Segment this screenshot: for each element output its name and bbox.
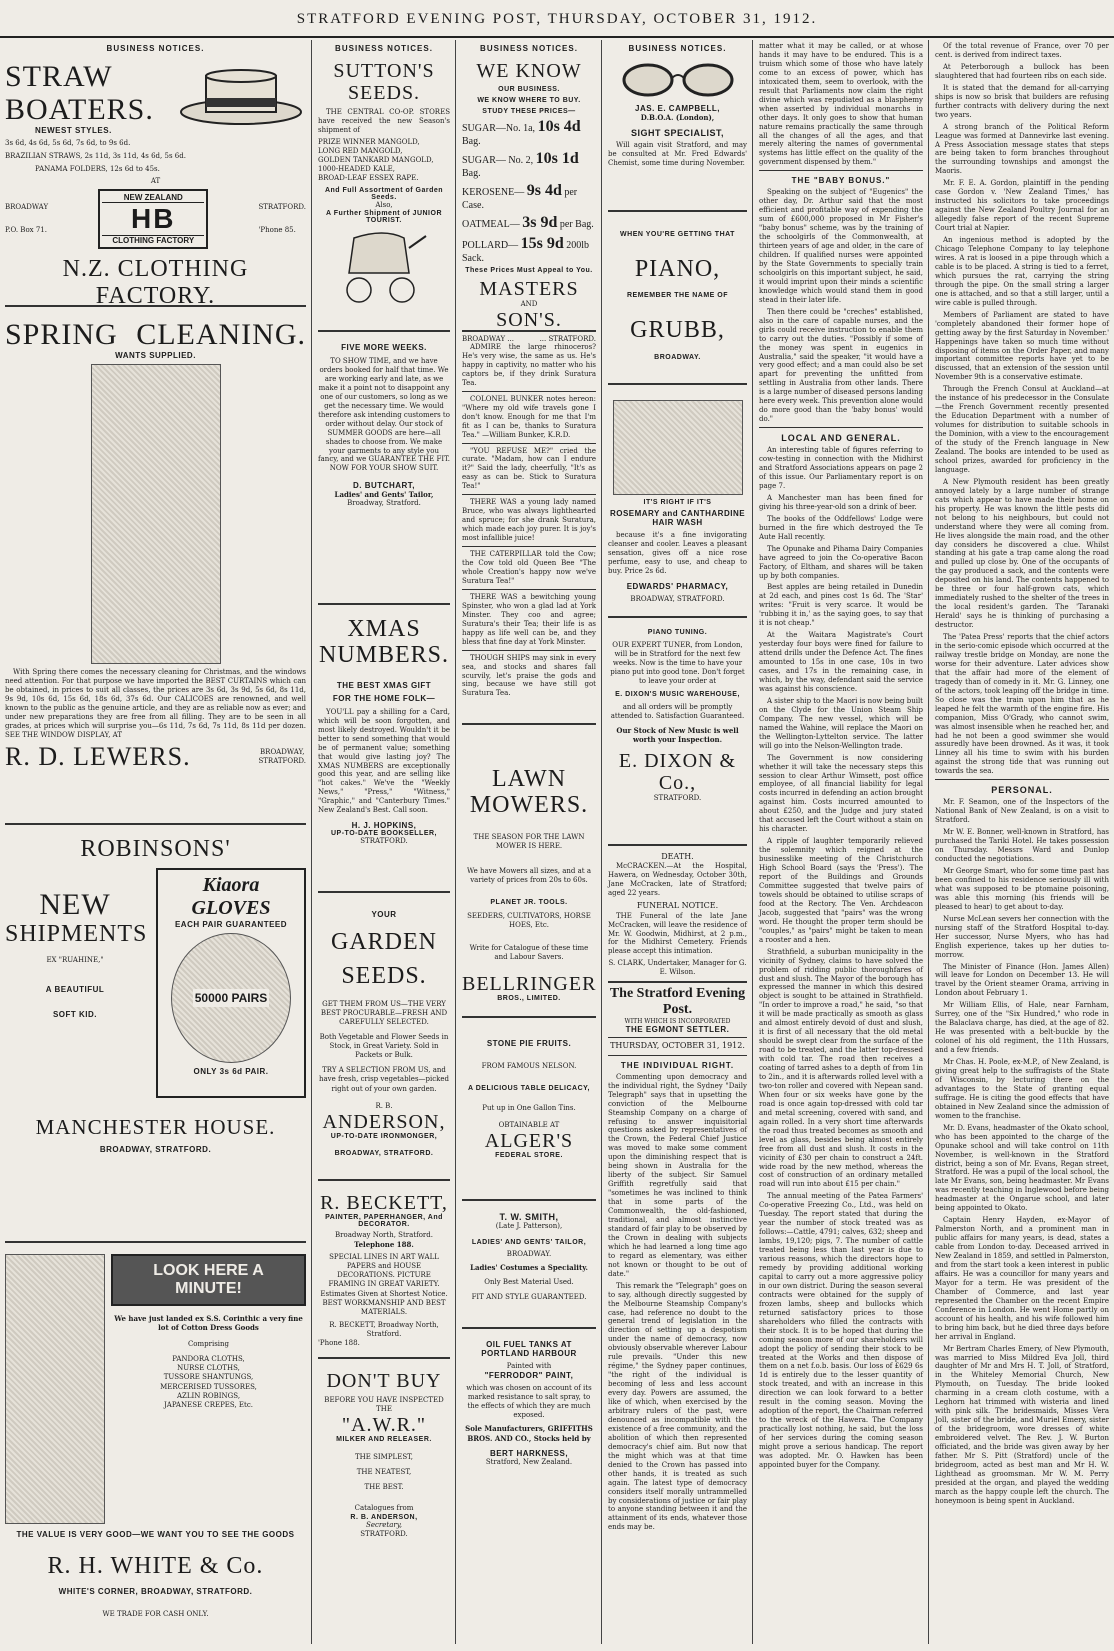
beckett-phone: 'Phone 188. xyxy=(318,1339,360,1348)
straw-name: N.Z. CLOTHING FACTORY. xyxy=(62,256,249,309)
ferrodor-body: which was chosen on account of its marked resistance to salt spray, to the effects of which they are much exposed. xyxy=(466,1384,592,1420)
masters-addr-l: BROADWAY ... xyxy=(462,335,514,344)
butchart-body: TO SHOW TIME, and we have orders booked for half that time. We are working early and late, as we make it a point not to disappoint any one of our customers, so long as we get the necessary time. We would therefore ask intending customers to order without delay. Our stock of SUMMER GOODS are here—all shades to choose from. We make your garments to any style you fancy, and we GUARANTEE THE FIT. NOW FOR YOUR SHOW SUIT. xyxy=(318,357,450,473)
glove-only: ONLY 3s 6d PAIR. xyxy=(193,1067,269,1077)
ad-masters-and-sons xyxy=(462,57,596,344)
robinsons-addr: BROADWAY, STRATFORD. xyxy=(99,1145,212,1155)
beckett-sig: R. BECKETT, Broadway North, Stratford. xyxy=(329,1320,439,1338)
death-body: McCRACKEN.—At the Hospital, Hawera, on Wednesday, October 30th, Jane McCracken, late of Stratford; aged 22 years. xyxy=(608,862,747,898)
glove-each: EACH PAIR GUARANTEED xyxy=(174,920,288,930)
masters-name-1: MASTERS xyxy=(479,278,579,300)
awr-title: DON'T BUY xyxy=(326,1370,442,1392)
grubb-remember: REMEMBER THE NAME OF xyxy=(627,292,728,300)
smith-fit: FIT AND STYLE GUARANTEED. xyxy=(471,1293,587,1302)
smith-trade: LADIES' AND GENTS' TAILOR, xyxy=(471,1239,587,1247)
news-para-7: Members of Parliament are stated to have 'completely abandoned their former hope of getting away by the first Saturday in November.' Happenings have taken so much time without disposing of items on the Order Paper, and many important committee reports have yet to be discussed, that an extension of the session until November 9th is a conservative estimate. xyxy=(935,310,1109,382)
paper-with: WITH WHICH IS INCORPORATED xyxy=(624,1017,731,1025)
garden-title-2: SEEDS. xyxy=(341,963,427,990)
straw-sub: NEWEST STYLES. xyxy=(35,126,112,135)
dixon-orders: and all orders will be promptly attended to. Satisfaction Guaranteed. xyxy=(610,702,745,720)
straw-title-1: STRAW xyxy=(5,60,113,93)
garden-your: YOUR xyxy=(371,910,397,919)
suttons-title-1: SUTTON'S xyxy=(333,60,435,82)
personal-10: Mr Bertram Charles Emery, of New Plymouth, was married to Miss Mildred Eva Joll, third daughter of Mr and Mrs H. T. Joll, of Stratford, in the Whiteley Memorial Church, New Plymouth, on Tuesday. The bride looked charming in a cream cloth costume, with a Leghorn hat trimmed with wisteria and lined with pink silk. The bridesmaids, Misses Vera Joll, sister of the bride, and Muriel Emery, sister of the bridegroom, wore dresses of white embroidered velvet. The Rev. J. W. Burton officiated, and the bride was given away by her father. Mr S. Pitt (Stratford) uncle of the bridegroom, acted as best man and Mr H. W. Lighthead as groomsman. Mr W. M. Perry presided at the organ, and played the wedding march as the happy couple left the church. The honeymoon is being spent in Auckland. xyxy=(935,1344,1109,1505)
local-general-title: LOCAL AND GENERAL. xyxy=(781,433,901,444)
suttons-item-5: BROAD-LEAF ESSEX RAPE. xyxy=(318,174,419,183)
suratura-1: ADMIRE the large rhinoceros? He's very wise, the same as us. He's happy in captivity, no matter who his captors be, if they drink Suratura Tea. xyxy=(462,343,596,387)
column-2 xyxy=(313,40,456,1644)
editorial-para-1: Commenting upon democracy and the individual right, the Sydney "Daily Telegraph" says that in upsetting the conviction of the Melbourne Steamship Company on a charge of refusing to answer inquisitorial questions asked by representatives of the Crown, the Federal Chief Justice was moved to make some comment upon the diminishing respect that is being shown in Australia for the liberty of the subject. Sir Samuel Griffith regretfully said that "sometimes he was inclined to think that in some parts of the Commonwealth, the old-fashioned, traditional, and almost instinctive standard of fair play to be observed by the Crown in dealing with subjects which he had learned a long time ago to regard as elementary, was either not known or thought to be out of date." xyxy=(608,1072,747,1278)
news-para-4: A strong branch of the Political Reform League was formed at Dannevirke last evening. A Press Association message states that steps are being taken to form branches throughout the surrounding townships and amongst the Maoris. xyxy=(935,122,1109,176)
hb-logo-bot: CLOTHING FACTORY xyxy=(102,235,204,245)
edwards-addr: BROADWAY, STRATFORD. xyxy=(630,594,725,603)
masters-l2: WE KNOW WHERE TO BUY. xyxy=(477,97,581,104)
robinsons-title: ROBINSONS' xyxy=(80,836,231,862)
awr-best: THE BEST. xyxy=(364,1483,404,1492)
masthead xyxy=(0,0,1114,38)
baby-bonus-title: THE "BABY BONUS." xyxy=(791,176,891,186)
suttons-item-1: PRIZE WINNER MANGOLD, xyxy=(318,137,420,146)
hb-logo-mid: HB xyxy=(131,203,176,235)
column-1 xyxy=(0,40,312,1644)
straw-addr-left: BROADWAY xyxy=(5,203,49,212)
straw-phone: 'Phone 85. xyxy=(258,226,296,235)
mowers-name: BELLRINGER xyxy=(462,972,597,995)
awr-milker: MILKER AND RELEASER. xyxy=(336,1436,432,1444)
suttons-shipment: A Further Shipment of JUNIOR TOURIST. xyxy=(325,210,443,225)
local-para-8: The Government is now considering whether it will take the necessary steps this session to clear Arthur Wimsett, post office employee, of all financial liability for legal costs incurred in defending an action brought against him. Costs incurred amounted to about £250, and the Judge and jury stated that accused left the Court without a stain on his character. xyxy=(759,753,923,834)
smith-addr: BROADWAY. xyxy=(506,1250,552,1259)
editorial-para-2: This remark the "Telegraph" goes on to say, although directly suggested by the Melbourne Steamship Company's case, had reference no doubt to the general trend of legislation in the direction of setting up a despotism under the name of democracy, now obviously observable wherever Labour rule prevails. "Under this new régime," the Sydney paper continues, "the right of the individual is becoming of less and less account every day. Powers are assumed, the like of which, when exercised by the arbitrary rulers of the past, were denounced as incompatible with the existence of a free community, and the abolition of which then represented democracy's chief aim. But now that the might which was at that time denied to the Crown has passed into other hands, it is treated as such again. The latest type of democracy considers itself morally untrammelled by considerations of justice or fair play to anyone standing between it and the attainment of its ends, whatever those ends may be. xyxy=(608,1281,747,1532)
white-comprising: Comprising xyxy=(187,1340,230,1349)
mowers-bros: BROS., LIMITED. xyxy=(497,994,561,1002)
grubb-piano: PIANO, xyxy=(634,256,721,282)
algers-tins: Put up in One Gallon Tins. xyxy=(482,1104,576,1113)
dixon-addr: STRATFORD. xyxy=(653,794,702,803)
robinsons-soft: SOFT KID. xyxy=(52,1009,98,1019)
white-landed: We have just landed ex S.S. Corinthic a very fine lot of Cotton Dress Goods xyxy=(114,1314,303,1333)
suttons-item-3: GOLDEN TANKARD MANGOLD, xyxy=(318,156,434,165)
suratura-2: COLONEL BUNKER notes hereon: "Where my old wife travels gone I don't know. Enough for me that I'm fit as I can be, thanks to Suratura Tea." —William Bunker, K.R.D. xyxy=(462,394,596,439)
grubb-name: GRUBB, xyxy=(630,317,725,344)
notices xyxy=(608,852,747,978)
algers-stone: STONE PIE FRUITS. xyxy=(486,1039,572,1048)
ad-xmas-numbers xyxy=(318,613,450,893)
white-item-2: NURSE CLOTHS, xyxy=(177,1364,240,1373)
straw-hat-icon xyxy=(176,60,306,130)
ad-grubb-piano xyxy=(608,220,747,385)
spring-body: With Spring there comes the necessary cleaning for Christmas, and the windows need attention. For that purpose we have imported the BEST CURTAINS which can be obtained, in prices to suit all classes, the prices are 3s 6d, 3s 9d, 5s 6d, 8s 11d, 9s 9d, 10s 6d, 15s 6d, 18s 6d, 37s 6d. Our CALICOES are renowned, and well known to the public as the genuine article, and they are as reliable now as ever; and under new preparations they are free from all filling. They are to be seen in all grades, at prices which will surprise you—6s 11d, 7s 6d, 7s 11d, 8s 11d per dozen. SEE THE WINDOW DISPLAY, AT xyxy=(5,668,306,739)
mowers-write: Write for Catalogue of these time and Labour Savers. xyxy=(469,944,589,962)
personal-9: Captain Henry Hayden, ex-Mayor of Palmerston North, and a prominent man in public affairs for many years, is dead, states a cable from London to-day. Deceased arrived in New Zealand in 1859, and settled in Palmerston, and from the start took a keen interest in public affairs. He was a councillor for many years and Mayor for a term. He was president of the Chamber of Commerce, and last year represented the Chamber on the recent Empire Conference in London. He went Home partly on account of his health, and his wife followed him to bring him back, but he died three days before her arrival in England. xyxy=(935,1216,1109,1341)
butchart-name: D. BUTCHART, xyxy=(353,481,415,491)
white-corner: WHITE'S CORNER, BROADWAY, STRATFORD. xyxy=(58,1587,253,1597)
dixon-body: OUR EXPERT TUNER, from London, will be in Stratford for the next few weeks. Now is the time to have your piano put into good tone. Don't forget to leave your order at xyxy=(610,641,745,685)
grubb-addr: BROADWAY. xyxy=(654,353,701,361)
beckett-addr: Broadway North, Stratford. xyxy=(335,1231,433,1239)
ad-butchart xyxy=(318,340,450,605)
white-cash: WE TRADE FOR CASH ONLY. xyxy=(102,1610,209,1619)
ferrodor-mfr: Sole Manufacturers, GRIFFITHS BROS. AND CO., Stocks held by xyxy=(465,1424,593,1443)
suratura-3: "YOU REFUSE ME?" cried the curate. "Madam, how can I endure it?" Said the lady, cheerfully, "It's as easy as can be. Stick to Suratura Tea!" xyxy=(462,446,596,491)
column-3 xyxy=(457,40,602,1644)
glove-seal-illustration xyxy=(171,933,291,1063)
local-para-3: The books of the Oddfellows' Lodge were burned in the fire which destroyed the Te Aute Hall recently. xyxy=(759,514,923,541)
awr-sec: Secretary, xyxy=(366,1520,402,1529)
white-name: R. H. WHITE & Co. xyxy=(47,1553,264,1579)
ad-suratura-tea xyxy=(462,340,596,725)
garden-try: TRY A SELECTION FROM US, and have fresh, crisp vegetables—picked right out of your own garden. xyxy=(318,1066,450,1093)
campbell-body: Will again visit Stratford, and may be consulted at Mr. Fred Edwards' Chemist, some time during November. xyxy=(608,141,747,167)
campbell-title: SIGHT SPECIALIST, xyxy=(630,128,724,139)
white-value: THE VALUE IS VERY GOOD—WE WANT YOU TO SEE THE GOODS xyxy=(16,1530,295,1539)
baby-para-1: Speaking on the subject of "Eugenics" the other day, Dr. Arthur said that the most efficient and profitable way of expending the sum of £600,000 proposed in Mr Fisher's "baby bonus" scheme, was by the training of the schoolgirls of the Commonwealth, at thirteen years of age and older, in the care of children. If qualified nurses were appointed by the State Governments to specially train schoolgirls on this important subject, he said, it would imprint upon their minds a scientific knowledge which would stand them in good stead in their later life. xyxy=(759,188,923,304)
garden-trade: UP-TO-DATE IRONMONGER, xyxy=(330,1132,438,1140)
suratura-4: THERE WAS a young lady named Bruce, who was always lighthearted and spruce; for she drank Suratura, which made each joy purer. It is joy's most infallible juice! xyxy=(462,498,596,543)
garden-addr: BROADWAY, STRATFORD. xyxy=(334,1149,434,1157)
xmas-name: H. J. HOPKINS, xyxy=(351,821,417,831)
look-here-sign: LOOK HERE A MINUTE! xyxy=(111,1254,306,1306)
awr-simplest: THE SIMPLEST, xyxy=(355,1453,413,1462)
local-para-4: The Opunake and Pihama Dairy Companies have agreed to join the Co-operative Bacon Factory, of Eltham, and shares will be taken up by both companies. xyxy=(759,544,923,580)
garden-get: GET THEM FROM US—THE VERY BEST PROCURABLE—FRESH AND CAREFULLY SELECTED. xyxy=(320,999,448,1026)
personal-8: Mr. D. Evans, headmaster of the Okato school, who has been appointed to the charge of the Opunake school and will take control on 11th November, is well-known in the Stratford district, being a son of Mr. Evans, Regan street, Stratford. He was a pupil of the local school, the late Mr Evans, son, being headmaster. Mr Evans was recently teaching in Inglewood before being headmaster at the Ongarue school, and later being appointed to Okato. xyxy=(935,1123,1109,1213)
awr-before: BEFORE YOU HAVE INSPECTED THE xyxy=(324,1396,444,1414)
local-para-9: A ripple of laughter temporarily relieved the solemnity which reigned at the businesslike meeting of the Christchurch High School Board (says the 'Press'). The report of the Buildings and Grounds Committee suggested that twelve pairs of towels should be obtained to utilise scraps of food at the Rectory. The Ven. Archdeacon Jacob, suggested that "pairs" was the wrong word. He thought the proper term should be "couples," as "pairs" might be taken to mean a rooster and a hen. xyxy=(759,837,923,944)
smith-late: (Late J. Patterson), xyxy=(495,1222,563,1230)
dixon-stock: Our Stock of New Music is well worth your Inspection. xyxy=(616,725,739,745)
local-para-11: The annual meeting of the Patea Farmers' Co-operative Freezing Co., Ltd., was held on Tuesday. The report stated that during the year the number of stock treated was as follows:—Cattle, 4791; calves, 632; sheep and lambs, 19,120; pigs, 7. The number of cattle treated being less than last year is due to various reasons, which the directors hope to remedy by providing additional working capital to carry out a more aggressive policy in our own district. During the season several contracts were obtained for the supply of frozen lambs, sheep and bullocks which returned satisfactory prices to those shareholders who filled the contracts with their stock. It is to be hoped that during the coming season more of our shareholders will adopt the policy of sending their stock to be treated at the Works and then dispose of them on a net f.o.b. basis. Our loss of £629 6s 1d is entirely due to the lesser quantity of stock treated, and with an increase in this direction we can look forward to a better result in the coming season. Moving the adoption of the report, the Chairman referred to the wreck of the Hawera. The Company practically lost nothing, he said, but the loss of her services during the coming season might prove a serious handicap. The report was adopted. Mr. O. Hawken has been appointed buyer for the Company. xyxy=(759,1192,923,1469)
masters-and: AND xyxy=(520,300,538,308)
masters-addr-r: ... STRATFORD. xyxy=(539,335,596,344)
ferrodor-painted: Painted with xyxy=(506,1362,552,1370)
hb-logo xyxy=(98,189,208,249)
robinsons-house: MANCHESTER HOUSE. xyxy=(35,1115,276,1140)
beckett-name: R. BECKETT, xyxy=(320,1192,448,1214)
ad-straw-boaters xyxy=(5,57,306,307)
ad-spring-cleaning xyxy=(5,315,306,825)
ad-garden-seeds xyxy=(318,901,450,1181)
price-row-2: SUGAR— No. 2, 10s 1d Bag. xyxy=(462,150,579,179)
glove-pairs: 50000 PAIRS xyxy=(194,991,268,1006)
mowers-season: THE SEASON FOR THE LAWN MOWER IS HERE. xyxy=(473,832,585,850)
masters-l3: STUDY THESE PRICES— xyxy=(482,108,576,115)
masters-name-2: SON'S. xyxy=(496,309,562,332)
paper-title: The Stratford Evening Post. xyxy=(609,985,746,1017)
mowers-sizes: We have Mowers all sizes, and at a variety of prices from 20s to 60s. xyxy=(466,866,592,885)
news-para-5: Mr. F. E. A. Gordon, plaintiff in the pending case Gordon v. 'New Zealand Times,' has instructed his solicitors to take proceedings against the New Zealand Poultry Journal for an allegedly false report of the recent Supreme Court trial at Napier. xyxy=(935,179,1109,233)
garden-name: ANDERSON, xyxy=(322,1110,446,1133)
awr-neatest: THE NEATEST, xyxy=(356,1468,412,1477)
lady-mirror-illustration xyxy=(613,400,743,495)
ad-edwards-pharmacy xyxy=(608,393,747,618)
edwards-right: IT'S RIGHT IF IT'S xyxy=(643,499,712,506)
man-pointing-illustration xyxy=(5,1254,105,1524)
suratura-5: THE CATERPILLAR told the Cow; the Cow told old Queen Bee "The whole Creation's happy now we've Suratura Tea!" xyxy=(462,550,596,585)
edwards-body: because it's a fine invigorating cleanser and cooler. Leaves a pleasant sensation, gives off a nice rose perfume, easy to use, and cheap to buy. Price 2s 6d. xyxy=(608,531,747,575)
price-row-1: SUGAR—No. 1a, 10s 4d Bag. xyxy=(462,118,581,147)
mowers-title-1: LAWN xyxy=(491,766,567,792)
column-4 xyxy=(603,40,753,1644)
price-row-5: POLLARD— 15s 9d 200lb Sack. xyxy=(462,235,590,264)
suttons-also: Also, xyxy=(375,201,393,210)
personal-3: Mr George Smart, who for some time past has been confined to his residence seriously ill with what was supposed to be ptomaine poisoning, was able this morning (his friends will be pleased to hear) to get about to-day. xyxy=(935,866,1109,911)
ad-suttons-seeds xyxy=(318,57,450,332)
funeral-heading: FUNERAL NOTICE. xyxy=(636,901,719,911)
butchart-addr: Broadway, Stratford. xyxy=(347,499,421,508)
ad-campbell-sight xyxy=(608,57,747,212)
beckett-trade: PAINTER, PAPERHANGER, And DECORATOR. xyxy=(325,1214,443,1228)
campbell-deg: D.B.O.A. (London), xyxy=(640,113,715,122)
glove-panel xyxy=(156,868,306,1098)
news-para-6: An ingenious method is adopted by the Chicago Telephone Company to lay telephone wires. A rat is loosed in a pipe through which a cable is to be placed. A string is tied to a ferret, which pursues the rat, carrying the string through the pipe. On the small string a larger one is attached, and so that a still larger, until a wire cable is pulled through. xyxy=(935,236,1109,307)
suttons-title-2: SEEDS. xyxy=(347,82,421,104)
white-item-6: JAPANESE CREPES, Etc. xyxy=(164,1400,253,1409)
masters-l1: OUR BUSINESS. xyxy=(498,86,560,93)
column-6 xyxy=(930,40,1114,1644)
dixon-shop: E. DIXON'S MUSIC WAREHOUSE, xyxy=(615,690,740,698)
suttons-body: THE CENTRAL CO-OP. STORES have received the new Season's shipment of xyxy=(318,108,450,134)
garden-initials: R. B. xyxy=(375,1101,393,1110)
local-para-1: An interesting table of figures referring to cow-testing in connection with the Midhirst and Stratford Associations appears on page 2 of this issue. Our Parliamentary report is on page 7. xyxy=(759,446,923,490)
straw-at: AT xyxy=(150,177,161,186)
price-row-3: KEROSENE— 9s 4d per Case. xyxy=(462,182,578,211)
suratura-6: THERE WAS a bewitching young Spinster, who won a glad lad at York Minster. They coo and agree; Suratura's their Tea; their life is as happy as life well can be, and they bless that fine day at York Minster. xyxy=(462,592,596,646)
xmas-gift: THE BEST XMAS GIFT xyxy=(336,680,432,690)
xmas-folk: FOR THE HOME FOLK— xyxy=(332,693,436,703)
awr-addr: STRATFORD. xyxy=(360,1529,408,1538)
baby-para-2: Then there could be "creches" established, also in the care of capable nurses, and the girls could receive instruction to enable them to carry out the duties. "Possibly if some of the money was spent in eugenics in Australia," said the speaker, "it would have a very good effect; and a man could also be set apart for preventing the unfitted from settling in Australia from other lands. There is a large number of diseased persons landing here every week. This prevention alone would do more good than the 'baby bonus' would do." xyxy=(759,307,923,424)
personal-7: Mr Chas. H. Poole, ex-M.P., of New Zealand, is giving great help to the suffragists of the State of Wisconsin, by lecturing there on the advantages to the State of granting equal suffrage. He is citing the good effects that have obtained in New Zealand since the admission of women to the franchise. xyxy=(935,1058,1109,1120)
mowers-title-2: MOWERS. xyxy=(469,792,589,819)
suratura-7: THOUGH SHIPS may sink in every sea, and stocks and shares fall scurvily, let's praise the gods and sing, because we have still got Suratura Tea. xyxy=(462,653,596,698)
news-para-1: Of the total revenue of France, over 70 per cent. is derived from indirect taxes. xyxy=(935,42,1109,59)
straw-title-2: BOATERS. xyxy=(5,93,154,126)
ad-lawn-mowers xyxy=(462,733,596,1018)
local-para-5: Best apples are being retailed in Dunedin at 2d each, and pines cost 1s 6d. The 'Star' writes: "Fruit is very scarce. It would be 'rubbing it in,' as the saying goes, to say that it is not cheap." xyxy=(759,583,923,628)
personal-4: Nurse McLean severs her connection with the nursing staff of the Stratford Hospital to-day. Her successor, Nurse Myers, who has had English experience, takes up her duties to-morrow. xyxy=(935,914,1109,959)
spring-addr-1: BROADWAY, xyxy=(260,747,305,756)
funeral-undertaker: S. CLARK, Undertaker, Manager for G. E. Wilson. xyxy=(608,959,747,977)
ad-beckett xyxy=(318,1189,450,1359)
robinsons-shipments: SHIPMENTS xyxy=(5,921,148,948)
xmas-title-1: XMAS xyxy=(347,616,421,642)
straw-brazilian: BRAZILIAN STRAWS, 2s 11d, 3s 11d, 4s 6d, 5s 6d. xyxy=(5,152,186,161)
business-notices-header: BUSINESS NOTICES. xyxy=(106,44,205,53)
straw-prices: 3s 6d, 4s 6d, 5s 6d, 7s 6d, to 9s 6d. xyxy=(5,139,131,147)
ferrodor-title: OIL FUEL TANKS AT PORTLAND HARBOUR xyxy=(481,1340,577,1358)
death-heading: DEATH. xyxy=(661,852,694,861)
suttons-full: And Full Assortment of Garden Seeds. xyxy=(324,187,444,202)
garden-both: Both Vegetable and Flower Seeds in Stock, in Great Variety. Sold in Packets or Bulk. xyxy=(319,1033,449,1060)
suttons-item-2: LONG RED MANGOLD, xyxy=(318,146,403,155)
news-para-8: Through the French Consul at Auckland—at the instance of his predecessor in the Consulate—the French Government recently presented the Education Department with a number of volumes for distribution to suitable schools in the Dominion, with a view to the encouragement of the study of the French language in New Zealand. The books are intended to be used as school prizes, awarded for proficiency in the language. xyxy=(935,385,1109,474)
robinsons-new: NEW xyxy=(39,888,111,922)
awr-from: R. B. ANDERSON, xyxy=(350,1513,418,1521)
masthead-title: STRATFORD EVENING POST, THURSDAY, OCTOBER 31, 1912. xyxy=(296,11,818,27)
white-item-5: AZLIN ROBINGS, xyxy=(176,1391,241,1400)
masters-appeal: These Prices Must Appeal to You. xyxy=(465,267,593,274)
local-para-2: A Manchester man has been fined for giving his three-year-old son a drink of beer. xyxy=(759,493,923,511)
white-item-1: PANDORA CLOTHS, xyxy=(172,1355,245,1364)
masters-title: WE KNOW xyxy=(476,60,582,82)
butchart-title: FIVE MORE WEEKS. xyxy=(341,343,427,352)
ad-algers xyxy=(462,1026,596,1201)
spring-addr-2: STRATFORD. xyxy=(258,756,306,765)
smith-name: T. W. SMITH, xyxy=(499,1212,559,1222)
ferrodor-addr: Stratford, New Zealand. xyxy=(485,1457,573,1466)
ad-robinsons xyxy=(5,833,306,1243)
personal-1: Mr. F. Seamon, one of the Inspectors of the National Bank of New Zealand, is on a visit to Stratford. xyxy=(935,798,1109,825)
news-para-10: The 'Patea Press' reports that the chief actors in the serio-comic episode which occurred at the railway trestle bridge on Monday, are none the worse for their adventure. Later advices show that the affair had more of the element of tragedy than of comedy in it. Mr. G. Linney, one of the actors, took leaping off the bridge in time. So close was the train upon him that as he leaped he felt the warmth of the engine fire. His companion, Miss O'Grady, who cannot swim, was almost insensible when he reached her, and had he not been a good swimmer she would assuredly have been drowned. As it was, it took Linney all his time to swim with his burden against the strong tide that was running out towards the sea. xyxy=(935,633,1109,776)
xmas-title-2: NUMBERS. xyxy=(318,642,450,669)
paper-date: THURSDAY, OCTOBER 31, 1912. xyxy=(610,1041,745,1051)
straw-panama: PANAMA FOLDERS, 12s 6d to 45s. xyxy=(35,165,160,174)
business-notices-header-3: BUSINESS NOTICES. xyxy=(480,44,578,53)
white-item-3: TUSSORE SHANTUNGS, xyxy=(163,1373,254,1382)
column-5 xyxy=(754,40,929,1644)
algers-delicacy: A DELICIOUS TABLE DELICACY, xyxy=(467,1085,590,1093)
awr-cat: Catalogues from xyxy=(354,1504,414,1513)
ad-rh-white xyxy=(5,1251,306,1651)
personal-6: Mr William Ellis, of Hale, near Farnham, Surrey, one of the "Six Hundred," who rode in the Balaclava charge, has died, at the age of 82. He was presented with a belt-buckle by the colonel of his old regiment, the 11th Hussars, and a few friends. xyxy=(935,1001,1109,1055)
news-para-2: At Peterborough a bullock has been slaughtered that had fourteen ribs on each side. xyxy=(935,62,1109,80)
ad-tw-smith xyxy=(462,1209,596,1329)
grubb-when: WHEN YOU'RE GETTING THAT xyxy=(620,231,735,238)
glove-brand: Kiaora GLOVES xyxy=(191,874,271,920)
personal-title: PERSONAL. xyxy=(991,785,1053,796)
garden-title-1: GARDEN xyxy=(331,929,437,955)
hb-logo-top: NEW ZEALAND xyxy=(102,193,204,203)
beckett-tel: Telephone 188. xyxy=(354,1240,414,1250)
xmas-trade: UP-TO-DATE BOOKSELLER, xyxy=(330,830,438,838)
ad-dixon-piano-tuning xyxy=(608,626,747,846)
straw-box: P.O. Box 71. xyxy=(5,226,47,235)
edwards-name: EDWARDS' PHARMACY, xyxy=(626,581,729,591)
editorial-title: THE INDIVIDUAL RIGHT. xyxy=(620,1060,735,1070)
business-notices-header-4: BUSINESS NOTICES. xyxy=(628,44,727,53)
mowers-planet: PLANET JR. TOOLS. xyxy=(490,899,568,907)
algers-name: ALGER'S xyxy=(484,1130,574,1153)
butchart-trade: Ladies' and Gents' Tailor, xyxy=(334,490,434,500)
suttons-item-4: 1000-HEADED KALE, xyxy=(318,165,395,174)
local-para-6: At the Waitara Magistrate's Court yesterday four boys were fined for failure to attend drills under the Defence Act. The fines amounted to 15s in one case, 10s in two cases, and 17s in the remaining case, in which, by the way, defendant said the service was against his conscience. xyxy=(759,631,923,693)
ferrodor-name: BERT HARKNESS, xyxy=(489,1448,569,1458)
editorial-continued: matter what it may be called, or at whose hands it may have to be endured. This is a truism which some of those who have lately come to an excess of power, which has intoxicated them, seem to overlook, with the result that Parliaments now claim the right divine which was repudiated as a blasphemy when asserted by individual monarchs in other days. It only goes to show that human nature remains practically the same through all the changes of all the ages, and that merely altering the names of governmental systems has little effect on the quality of the government dispensed by them." xyxy=(759,42,923,167)
personal-2: Mr W. E. Bonner, well-known in Stratford, has purchased the Tariki Hotel. He takes possession on Thursday. Messrs Ward and Dunlop conducted the negotiations. xyxy=(935,828,1109,864)
ferrodor-paint: "FERRODOR" PAINT, xyxy=(484,1371,574,1381)
robinsons-ex: EX "RUAHINE," xyxy=(46,955,104,964)
business-notices-header-2: BUSINESS NOTICES. xyxy=(335,44,433,53)
beckett-lines: SPECIAL LINES IN ART WALL PAPERS and HOUSE DECORATIONS. PICTURE FRAMING IN GREAT VARIETY. Estimates Given at Shortest Notice. BEST WORKMANSHIP AND BEST MATERIALS. xyxy=(320,1253,448,1316)
personal-5: The Minister of Finance (Hon. James Allen) will leave for London on December 13. He will travel by the Orient steamer Orama, arriving in London about February 1. xyxy=(935,962,1109,998)
news-para-3: It is stated that the demand for all-carrying ships is now so brisk that builders are refusing further contracts with delivery during the next two years. xyxy=(935,83,1109,119)
local-para-7: A sister ship to the Maori is now being built on the Clyde for the Union Steam Ship Company. The new vessel, which will be named the Wahine, will replace the Maori on the Wellington-Lyttelton service. The latter will go into the Nelson-Wellington trade. xyxy=(759,696,923,750)
algers-nelson: FROM FAMOUS NELSON. xyxy=(481,1062,577,1070)
edwards-title: ROSEMARY and CANTHARDINE HAIR WASH xyxy=(609,509,746,527)
straw-addr-right: STRATFORD. xyxy=(258,203,306,212)
price-row-4: OATMEAL— 3s 9d per Bag. xyxy=(462,214,594,231)
spring-title-right: CLEANING. xyxy=(136,318,306,351)
robinsons-beautiful: A BEAUTIFUL xyxy=(45,984,105,994)
paper-settler: THE EGMONT SETTLER. xyxy=(625,1025,730,1035)
dixon-title: PIANO TUNING. xyxy=(647,629,708,636)
spring-title-left: SPRING xyxy=(5,318,118,351)
funeral-body: THE Funeral of the late Jane McCracken, will leave the residence of Mr. W. Goodwin, Midhirst, at 2 p.m., for the Midhirst Cemetery. Friends please accept this intimation. xyxy=(608,911,747,956)
xmas-body: YOU'LL pay a shilling for a Card, which will be soon forgotten, and most likely destroyed. Wouldn't it be better to send something that would be of permanent value; something that would give lasting joy? The XMAS NUMBERS are exceptionally good this year, and are selling like "hot cakes." We've the "Weekly News," "Press," "Witness," "Graphic," and "Canterbury Times." New Zealand's Best. Call soon. xyxy=(318,707,450,815)
smith-material: Only Best Material Used. xyxy=(484,1278,574,1287)
spectacles-icon xyxy=(618,60,738,100)
spring-name: R. D. LEWERS. xyxy=(5,741,191,771)
awr-name: "A.W.R." xyxy=(341,1414,427,1437)
spring-wants: WANTS SUPPLIED. xyxy=(115,351,196,360)
campbell-name: JAS. E. CAMPBELL, xyxy=(635,104,720,113)
xmas-addr: STRATFORD. xyxy=(360,837,408,846)
algers-obtain: OBTAINABLE AT xyxy=(498,1121,560,1130)
newspaper-nameplate xyxy=(608,986,747,1056)
dixon-name: E. DIXON & Co., xyxy=(618,750,737,795)
ad-ferrodor-paint xyxy=(462,1337,596,1487)
mowers-seeders: SEEDERS, CULTIVATORS, HORSE HOES, Etc. xyxy=(467,912,591,930)
algers-store: FEDERAL STORE. xyxy=(495,1152,563,1160)
curtain-illustration xyxy=(91,364,221,664)
news-para-9: A New Plymouth resident has been greatly annoyed lately by a large number of strange cats which appear to have made their home on his property. He was known the little pests did not belong to his neighbours, but could not understand where they were all coming from. He lives alongside the main road, and the other day considers he discovered a clue. Whilst standing at his gate a trap came along the road and pulled up close by. One of the occupants of the gay produced a sack, and the contents were deposited on his land. The contents happened to be three or four half-grown cats, which immediately rushed to the shelter of the trees in the local resident's garden. The 'Taranaki Herald' says he is thinking of purchasing a destructor. xyxy=(935,477,1109,630)
local-para-10: Strathfield, a suburban municipality in the vicinity of Sydney, claims to have solved the problem of ridding public thoroughfares of dust and slush. The Mayor of the borough has expressed the manner in which this desired object is sought to be attained in Strathfield. "In order to improve a road," he said, "so that it will be made practically as smooth as glass and almost entirely devoid of dust and slush, it is first of all necessary that the old metal should be swept clear from the surface of the road to be treated, and the latter top-dressed with cold tar. The road then receives a coating of tarred ashes to a depth of from 1in to 2in., and it is afterwards rolled level with a two-ton roller and covered with Nepean sand. When four or six weeks have gone by the road is once again top-dressed with cold tar and metal screening, covered with sand, and again rolled. In a very short time afterwards the road thus treated becomes as smooth and level as glass, besides being almost entirely free from all dust and slush. It costs in the vicinity of £30 per chain to construct a 24ft. wide road by the new method, whereas the cost of construction of an ordinary metalled road will run into about £15 per chain." xyxy=(759,947,923,1189)
pram-icon xyxy=(334,228,434,308)
smith-costumes: Ladies' Costumes a Speciality. xyxy=(470,1263,588,1273)
white-item-4: MERCERISED TUSSORES, xyxy=(160,1382,257,1391)
ad-awr-milker xyxy=(318,1367,450,1587)
